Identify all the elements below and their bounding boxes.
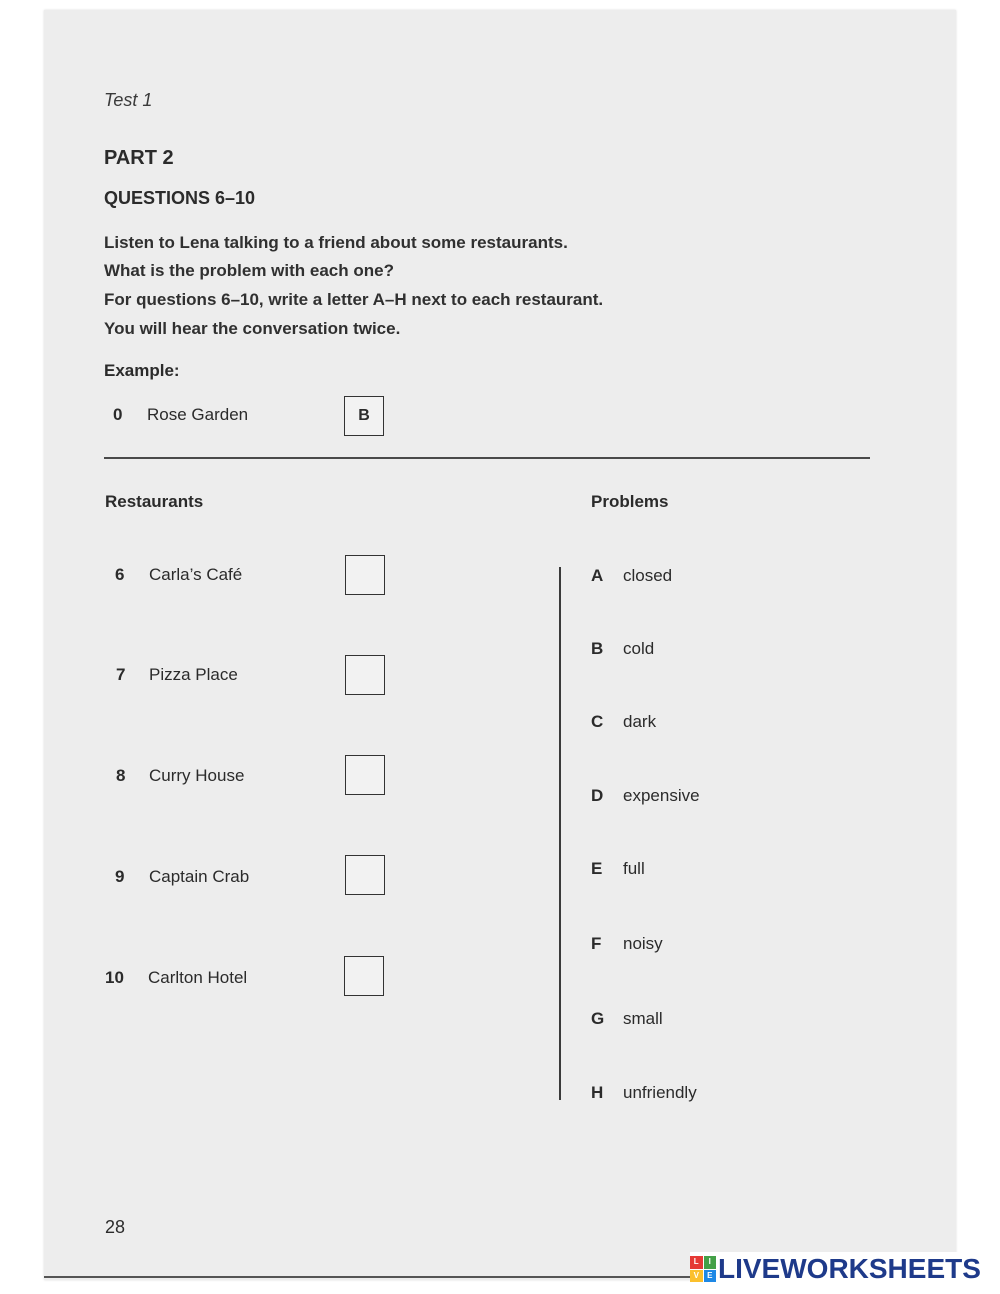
problem-letter: G — [591, 1009, 605, 1028]
problem-letter: H — [591, 1083, 604, 1102]
problem-word: dark — [623, 712, 657, 731]
problem-word: unfriendly — [623, 1083, 697, 1102]
part-title: PART 2 — [104, 147, 174, 169]
instruction-line: What is the problem with each one? — [104, 261, 394, 280]
instruction-line: You will hear the conversation twice. — [104, 319, 401, 338]
instruction-line: For questions 6–10, write a letter A–H next to each restaurant. — [104, 290, 604, 309]
problem-word: small — [623, 1009, 663, 1028]
restaurant-name: Carlton Hotel — [148, 968, 248, 987]
question-number: 8 — [116, 766, 126, 785]
problem-letter: E — [591, 859, 603, 878]
restaurant-name: Pizza Place — [149, 665, 238, 684]
problem-letter: F — [591, 934, 602, 953]
answer-box-9[interactable] — [345, 855, 385, 895]
question-number: 7 — [116, 665, 126, 684]
problem-word: expensive — [623, 786, 700, 805]
problem-word: cold — [623, 639, 655, 658]
problem-letter: D — [591, 786, 604, 805]
section-divider — [104, 457, 870, 459]
logo-letter: L — [690, 1256, 703, 1269]
logo-letter: E — [704, 1270, 717, 1283]
answer-box-8[interactable] — [345, 755, 385, 795]
example-restaurant: Rose Garden — [147, 405, 249, 424]
problem-word: noisy — [623, 934, 663, 953]
answer-box-10[interactable] — [344, 956, 384, 996]
liveworksheets-watermark — [690, 1252, 981, 1286]
logo-letter: V — [690, 1270, 703, 1283]
liveworksheets-logo-icon — [690, 1256, 716, 1282]
problem-letter: C — [591, 712, 604, 731]
restaurant-name: Curry House — [149, 766, 245, 785]
instruction-line: Listen to Lena talking to a friend about some restaurants. — [104, 233, 568, 252]
problems-heading: Problems — [591, 492, 669, 511]
restaurant-name: Carla’s Café — [149, 565, 243, 584]
watermark-text: LIVEWORKSHEETS — [718, 1253, 981, 1284]
logo-letter: I — [704, 1256, 717, 1269]
example-number: 0 — [113, 405, 123, 424]
example-answer-box: B — [344, 396, 384, 436]
question-number: 6 — [115, 565, 125, 584]
page-number: 28 — [105, 1217, 126, 1237]
questions-title: QUESTIONS 6–10 — [104, 188, 256, 208]
answer-box-7[interactable] — [345, 655, 385, 695]
problem-letter: B — [591, 639, 604, 658]
problem-word: full — [623, 859, 645, 878]
restaurant-name: Captain Crab — [149, 867, 250, 886]
question-number: 9 — [115, 867, 125, 886]
question-number: 10 — [105, 968, 124, 987]
problem-letter: A — [591, 566, 604, 585]
example-label: Example: — [104, 361, 180, 380]
answer-box-6[interactable] — [345, 555, 385, 595]
problem-word: closed — [623, 566, 673, 585]
restaurants-heading: Restaurants — [105, 492, 204, 511]
test-label: Test 1 — [104, 90, 153, 110]
column-divider — [559, 567, 561, 1100]
